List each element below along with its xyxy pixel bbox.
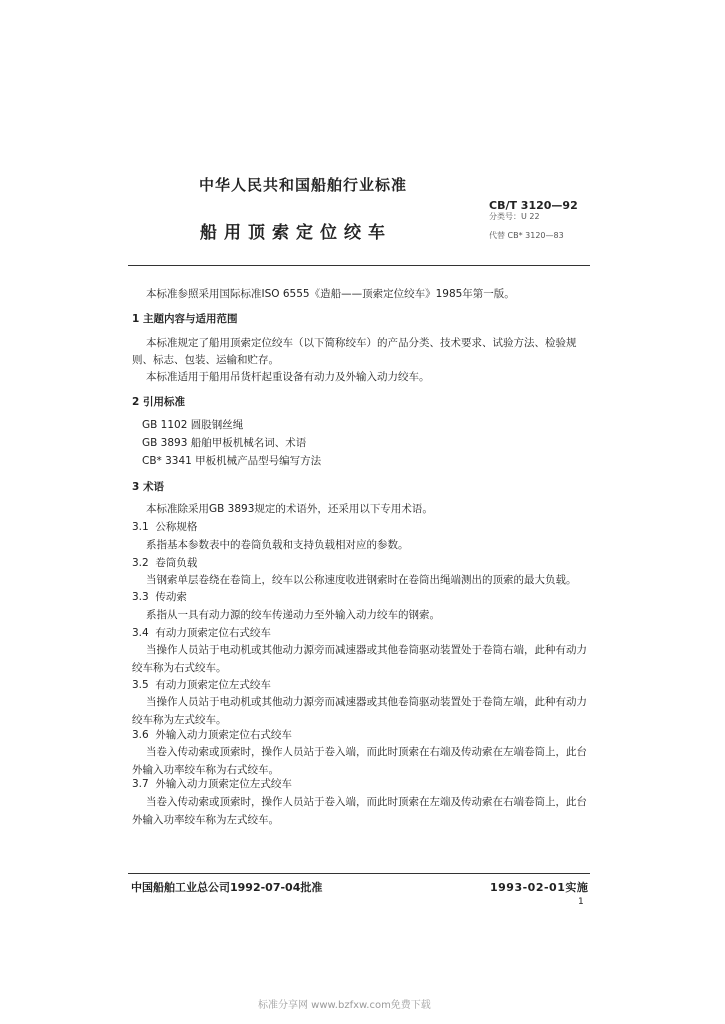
effective-date: 1993-02-01实施 xyxy=(490,881,589,894)
standard-code: CB/T 3120—92 xyxy=(489,199,578,212)
section-3-heading: 3 术语 xyxy=(132,481,164,493)
term-number: 3.5 xyxy=(132,679,149,691)
term-number: 3.4 xyxy=(132,627,149,639)
approval-date: 中国船舶工业总公司1992-07-04批准 xyxy=(131,881,323,894)
term-3-6 xyxy=(132,728,292,742)
term-number: 3.7 xyxy=(132,778,149,790)
term-number: 3.2 xyxy=(132,557,149,569)
reference-item: CB* 3341 甲板机械产品型号编写方法 xyxy=(142,455,322,467)
term-name: 外输入动力顶索定位右式绞车 xyxy=(155,729,292,741)
term-name: 外输入动力顶索定位左式绞车 xyxy=(155,778,292,790)
section-1-heading: 1 主题内容与适用范围 xyxy=(132,313,238,325)
section-3-intro: 本标准除采用GB 3893规定的术语外，还采用以下专用术语。 xyxy=(146,503,433,515)
term-definition: 系指基本参数表中的卷筒负载和支持负载相对应的参数。 xyxy=(146,539,409,551)
reference-item: GB 1102 圆股钢丝绳 xyxy=(142,419,244,431)
footer-rule xyxy=(128,873,590,874)
term-3-7 xyxy=(132,777,292,791)
page-number: 1 xyxy=(578,897,584,907)
term-3-2 xyxy=(132,556,197,570)
term-definition: 当钢索单层卷绕在卷筒上，绞车以公称速度收进钢索时在卷筒出绳端测出的顶索的最大负载。 xyxy=(146,574,577,586)
intro-paragraph: 本标准参照采用国际标准ISO 6555《造船——顶索定位绞车》1985年第一版。 xyxy=(146,288,515,300)
term-3-3 xyxy=(132,590,187,604)
term-definition: 当操作人员站于电动机或其他动力源旁而减速器或其他卷筒驱动装置处于卷筒右端，此种有动力绞车称为右式绞车。 xyxy=(132,644,587,674)
document-title: 船用顶索定位绞车 xyxy=(200,223,392,243)
term-name: 公称规格 xyxy=(155,521,198,533)
term-definition: 当操作人员站于电动机或其他动力源旁而减速器或其他卷筒驱动装置处于卷筒左端，此种有动力绞车称为左式绞车。 xyxy=(132,696,587,726)
header-rule xyxy=(128,265,590,266)
term-3-4 xyxy=(132,626,271,640)
term-3-5 xyxy=(132,678,271,692)
term-number: 3.6 xyxy=(132,729,149,741)
site-watermark: 标准分享网 www.bzfxw.com免费下载 xyxy=(258,1000,431,1011)
reference-item: GB 3893 船舶甲板机械名词、术语 xyxy=(142,437,307,449)
classification-code: 分类号：U 22 xyxy=(489,212,540,221)
term-number: 3.1 xyxy=(132,521,149,533)
section-2-heading: 2 引用标准 xyxy=(132,396,185,408)
term-definition: 当卷入传动索或顶索时，操作人员站于卷入端，而此时顶索在右端及传动索在左端卷筒上，此台外输入功率绞车称为右式绞车。 xyxy=(132,746,587,776)
term-definition: 当卷入传动索或顶索时，操作人员站于卷入端，而此时顶索在左端及传动索在右端卷筒上，此台外输入功率绞车称为左式绞车。 xyxy=(132,796,587,826)
term-number: 3.3 xyxy=(132,591,149,603)
section-1-para-1: 本标准规定了船用顶索定位绞车（以下简称绞车）的产品分类、技术要求、试验方法、检验规则、标志、包装、运输和贮存。 xyxy=(132,337,577,366)
section-1-para-2: 本标准适用于船用吊货杆起重设备有动力及外输入动力绞车。 xyxy=(146,371,430,383)
term-name: 传动索 xyxy=(155,591,187,603)
term-name: 卷筒负载 xyxy=(155,557,198,569)
issuing-org: 中华人民共和国船舶行业标准 xyxy=(199,176,408,194)
replaces-standard: 代替 CB* 3120—83 xyxy=(489,231,564,240)
term-definition: 系指从一具有动力源的绞车传递动力至外输入动力绞车的钢索。 xyxy=(146,609,440,621)
term-3-1 xyxy=(132,520,197,534)
term-name: 有动力顶索定位右式绞车 xyxy=(155,627,271,639)
term-name: 有动力顶索定位左式绞车 xyxy=(155,679,271,691)
